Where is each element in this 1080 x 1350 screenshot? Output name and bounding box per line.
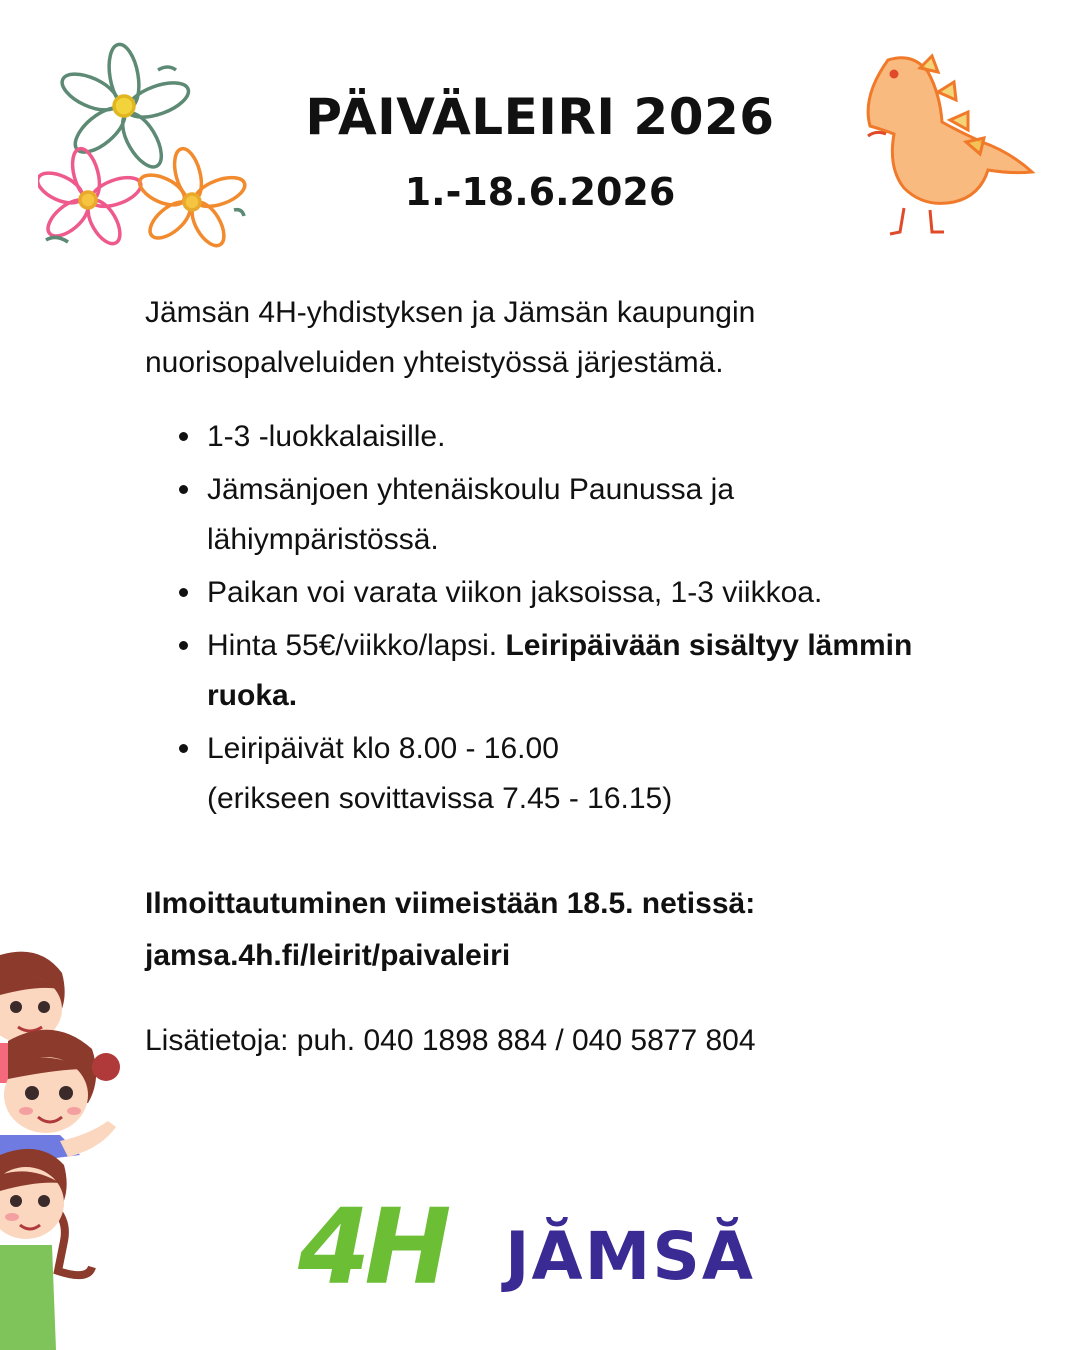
list-item xyxy=(207,465,967,565)
list-item-text: Paikan voi varata viikon jaksoissa, 1-3 viikkoa. xyxy=(207,576,823,609)
page-title: PÄIVÄLEIRI 2026 xyxy=(305,88,775,146)
list-item-text: Leiripäivät klo 8.00 - 16.00 xyxy=(207,732,559,765)
list-item-subtext: (erikseen sovittavissa 7.45 - 16.15) xyxy=(207,782,673,815)
signup-deadline: Ilmoittautuminen viimeistään 18.5. netissä: xyxy=(145,887,756,920)
details-list xyxy=(207,412,967,827)
list-item-text: 1-3 -luokkalaisille. xyxy=(207,420,446,453)
dinosaur-drawing-icon xyxy=(858,50,1038,245)
logo-4h: 4H xyxy=(298,1186,446,1308)
intro-text: Jämsän 4H-yhdistyksen ja Jämsän kaupungin nuorisopalveluiden yhteistyössä järjestämä. xyxy=(145,296,756,379)
flowers-drawing-icon xyxy=(38,40,268,260)
list-item-bold-text: Leiripäivään sisältyy lämmin ruoka. xyxy=(207,629,913,712)
list-item-text: Hinta 55€/viikko/lapsi. xyxy=(207,629,506,662)
list-item xyxy=(207,568,967,618)
list-item xyxy=(207,412,967,462)
list-item xyxy=(207,621,967,721)
children-illustration-icon xyxy=(0,945,130,1350)
event-dates: 1.-18.6.2026 xyxy=(404,170,676,214)
contact-info: Lisätietoja: puh. 040 1898 884 / 040 5877 804 xyxy=(145,1024,756,1057)
logo-jamsa: JĂMSĂ xyxy=(505,1218,755,1295)
signup-block xyxy=(145,878,985,982)
list-item-text: Jämsänjoen yhtenäiskoulu Paunussa ja lähiympäristössä. xyxy=(207,473,735,556)
signup-link[interactable]: jamsa.4h.fi/leirit/paivaleiri xyxy=(145,939,511,972)
list-item xyxy=(207,724,967,824)
